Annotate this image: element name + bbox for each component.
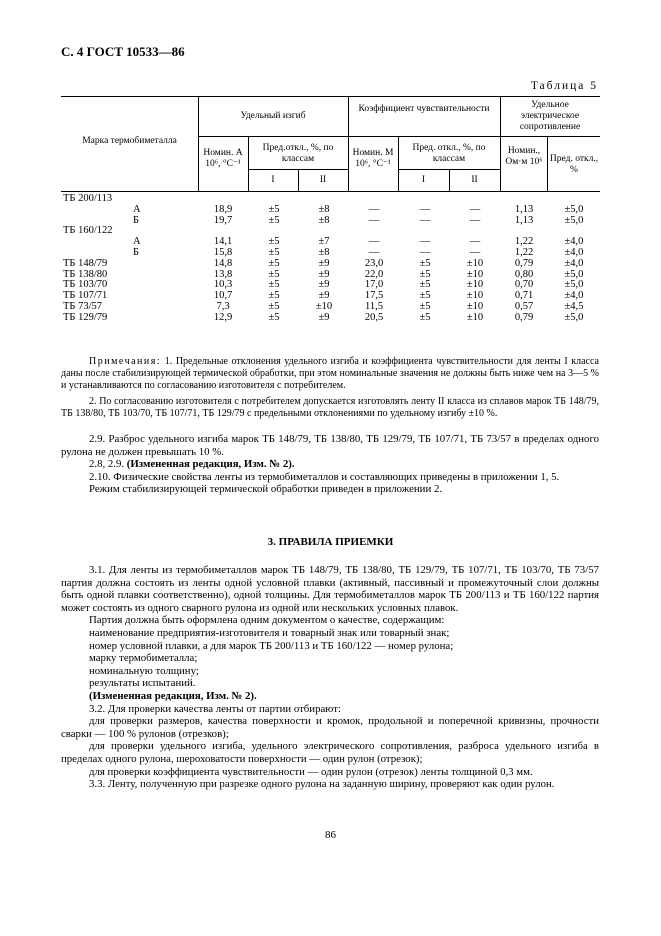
cell-k1: ±5 — [419, 290, 431, 302]
cell-i1: ±5 — [268, 290, 280, 302]
cell-i1: ±5 — [268, 257, 280, 269]
cell-rd: ±5,0 — [564, 203, 584, 215]
row-grade: ТБ 200/113 — [63, 193, 113, 204]
bend-dev-header: Пред.откл., %, по классам — [262, 143, 334, 164]
cell-rd: ±5,0 — [564, 214, 584, 226]
notes-label: Примечания: — [89, 356, 162, 367]
row-grade: ТБ 160/122 — [63, 225, 113, 237]
edit-note-2: (Измененная редакция, Изм. № 2). — [89, 689, 257, 702]
list-item: номер условной плавки, а для марок ТБ 200/113 и ТБ 160/122 — номер рулона; — [89, 639, 454, 652]
cell-m: 11,5 — [365, 300, 383, 312]
row-grade: ТБ 107/71 — [63, 290, 108, 302]
cell-i1: ±5 — [268, 214, 280, 226]
page-number: 86 — [325, 829, 336, 841]
cell-m: 17,0 — [364, 279, 384, 291]
cell-a: 19,7 — [213, 214, 233, 226]
cell-k2: — — [469, 214, 481, 226]
cell-r: 1,13 — [514, 203, 534, 215]
para-2-9: 2.9. Разброс удельного изгиба марок ТБ 148/79, ТБ 138/80, ТБ 129/79, ТБ 107/71, ТБ 73/57 в пределах одного рулона не должен превышать 10 %. — [61, 433, 599, 458]
sens-class1: I — [421, 175, 426, 185]
cell-m: — — [368, 236, 380, 248]
sens-class2: II — [471, 175, 478, 185]
cell-m: 23,0 — [364, 257, 384, 269]
cell-k1: — — [419, 236, 431, 248]
cell-i1: ±5 — [268, 311, 280, 323]
cell-i1: ±5 — [268, 236, 280, 248]
row-grade: ТБ 73/57 — [63, 300, 102, 312]
cell-a: 18,9 — [213, 203, 233, 215]
cell-i2: ±7 — [318, 236, 330, 248]
cell-k2: ±10 — [466, 268, 484, 280]
table-row — [0, 205, 661, 216]
cell-r: 0,79 — [514, 311, 534, 323]
para-doc: Партия должна быть оформлена одним документом о качестве, содержащим: — [89, 614, 445, 627]
cell-i2: ±9 — [318, 268, 330, 280]
cell-a: 14,1 — [213, 236, 233, 248]
bend-class1: I — [271, 175, 275, 185]
cell-rd: ±4,0 — [564, 236, 584, 248]
para-2-10: 2.10. Физические свойства ленты из термобиметаллов и составляющих приведены в приложении 1, 5. — [89, 470, 560, 483]
cell-k1: ±5 — [419, 279, 431, 291]
cell-m: — — [368, 246, 380, 258]
cell-m: 22,0 — [364, 268, 384, 280]
cell-a: 13,8 — [213, 268, 233, 280]
body-block-2 — [61, 564, 599, 791]
row-subgrade: Б — [133, 246, 140, 258]
row-subgrade: А — [133, 236, 141, 248]
cell-r: 0,57 — [514, 300, 534, 312]
bend-class2: II — [319, 175, 327, 185]
table-header — [61, 96, 600, 192]
cell-r: 0,71 — [514, 290, 534, 302]
cell-a: 15,8 — [213, 246, 233, 258]
list-item: для проверки размеров, качества поверхности и кромок, продольной и поперечной кривизны, прочности сварки — 100 % рулонов (отрезков); — [61, 715, 599, 740]
cell-k2: — — [469, 236, 481, 248]
cell-k2: ±10 — [466, 257, 484, 269]
cell-i2: ±9 — [318, 279, 330, 291]
list-item: номинальную толщину; — [89, 664, 199, 677]
body-block-1 — [61, 433, 599, 496]
cell-k1: — — [419, 203, 431, 215]
cell-r: 1,22 — [514, 236, 534, 248]
cell-i2: ±9 — [318, 311, 330, 323]
cell-k2: ±10 — [466, 300, 484, 312]
table-row — [0, 194, 661, 205]
cell-rd: ±4,0 — [564, 246, 584, 258]
cell-rd: ±5,0 — [564, 311, 584, 323]
cell-i2: ±8 — [318, 203, 330, 215]
para-3-3: 3.3. Ленту, полученную при разрезке одного рулона на заданную ширину, проверяют как один рулон. — [89, 778, 555, 791]
cell-k1: ±5 — [419, 257, 431, 269]
note-1: 1. Предельные отклонения удельного изгиба и коэффициента чувствительности для ленты I класса даны после стабилизирующей термической обработки, при этом номинальные значения не должны быть ниже чем на 3—5 % и устанавливаются по согласованию изготовителя с потребителем. — [61, 356, 599, 391]
cell-m: — — [368, 203, 380, 215]
section-title: 3. ПРАВИЛА ПРИЕМКИ — [267, 536, 394, 548]
table-caption: Таблица 5 — [530, 80, 598, 92]
list-item: для проверки коэффициента чувствительности — один рулон (отрезок) ленты толщиной 0,3 мм. — [89, 765, 533, 778]
cell-i1: ±5 — [268, 203, 280, 215]
para-3-1: 3.1. Для ленты из термобиметаллов марок ТБ 148/79, ТБ 138/80, ТБ 129/79, ТБ 107/71, ТБ 103/70, ТБ 73/57 партия должна состоять из ленты одной условной плавки (активный, пассивный и промежуточный слои должны быть одной плавки соответственно), одной толщины. Для термобиметаллов марок ТБ 200/113 и ТБ 160/122 партия может состоять из одного сварного рулона из одной или нескольких условных плавок. — [61, 564, 599, 614]
list-item: результаты испытаний. — [89, 677, 196, 690]
cell-a: 10,7 — [213, 290, 233, 302]
cell-r: 1,22 — [514, 246, 534, 258]
cell-r: 0,70 — [514, 279, 534, 291]
col-grade-header: Марка термобиметалла — [82, 136, 177, 146]
note-2: 2. По согласованию изготовителя с потребителем допускается изготовлять ленту II класса из сплавов марок ТБ 148/79, ТБ 138/80, ТБ 103/70, ТБ 107/71, ТБ 129/79 с предельными отклонениями по удельному изгибу ±10 %. — [61, 396, 599, 419]
col-sens-header: Коэффициент чувствительности — [358, 104, 490, 114]
cell-i2: ±9 — [318, 290, 330, 302]
cell-rd: ±5,0 — [564, 279, 584, 291]
cell-k1: — — [419, 214, 431, 226]
cell-k2: ±10 — [466, 311, 484, 323]
para-3-2: 3.2. Для проверки качества ленты от партии отбирают: — [89, 702, 341, 715]
cell-i2: ±9 — [318, 257, 330, 269]
page-header: С. 4 ГОСТ 10533—86 — [61, 44, 185, 59]
res-nom-header: Номин., Ом·м 10⁶ — [505, 146, 543, 167]
cell-i2: ±10 — [315, 300, 333, 312]
sens-nom-header: Номин. М 10⁶, °С⁻¹ — [352, 148, 394, 169]
table-row — [0, 237, 661, 248]
cell-i1: ±5 — [268, 246, 280, 258]
cell-i1: ±5 — [268, 300, 280, 312]
cell-i2: ±8 — [318, 246, 330, 258]
cell-k1: ±5 — [419, 268, 431, 280]
cell-rd: ±4,0 — [564, 257, 584, 269]
cell-rd: ±4,5 — [564, 300, 584, 312]
cell-r: 1,13 — [514, 214, 534, 226]
row-subgrade: А — [133, 203, 141, 215]
cell-k2: ±10 — [466, 279, 484, 291]
cell-rd: ±4,0 — [564, 290, 584, 302]
cell-a: 14,8 — [213, 257, 233, 269]
cell-a: 12,9 — [213, 311, 233, 323]
list-item: марку термобиметалла; — [89, 652, 198, 665]
cell-k1: ±5 — [419, 300, 431, 312]
row-grade: ТБ 148/79 — [63, 257, 108, 269]
bend-nom-header: Номин. А 10⁶, °С⁻¹ — [203, 148, 243, 169]
col-bend-header: Удельный изгиб — [240, 111, 306, 121]
cell-r: 0,79 — [514, 257, 534, 269]
table-row — [0, 259, 661, 270]
row-subgrade: Б — [133, 214, 140, 226]
para-regime: Режим стабилизирующей термической обработки приведен в приложении 2. — [89, 483, 443, 496]
cell-m: 17,5 — [364, 290, 384, 302]
edit-note-1: (Измененная редакция, Изм. № 2). — [126, 458, 295, 471]
cell-k2: ±10 — [466, 290, 484, 302]
cell-m: 20,5 — [364, 311, 384, 323]
table-row — [0, 226, 661, 237]
res-dev-header: Пред. откл., % — [549, 154, 599, 175]
col-res-header: Удельное электрическое сопротивление — [519, 100, 581, 132]
cell-k1: — — [419, 246, 431, 258]
cell-rd: ±5,0 — [564, 268, 584, 280]
row-grade: ТБ 103/70 — [63, 279, 108, 291]
cell-i1: ±5 — [268, 279, 280, 291]
cell-k2: — — [469, 246, 481, 258]
row-grade: ТБ 129/79 — [63, 311, 108, 323]
table-row — [0, 313, 661, 324]
notes — [61, 356, 599, 420]
para-2-8-ref: 2.8, 2.9. — [89, 458, 125, 471]
cell-k1: ±5 — [419, 311, 431, 323]
table-body — [0, 194, 661, 324]
cell-a: 10,3 — [213, 279, 233, 291]
cell-i1: ±5 — [268, 268, 280, 280]
row-grade: ТБ 138/80 — [63, 268, 108, 280]
sens-dev-header: Пред. откл., %, по классам — [412, 143, 486, 164]
cell-i2: ±8 — [318, 214, 330, 226]
cell-r: 0,80 — [514, 268, 534, 280]
cell-m: — — [368, 214, 380, 226]
cell-a: 7,3 — [216, 300, 230, 312]
cell-k2: — — [469, 203, 481, 215]
list-item: для проверки удельного изгиба, удельного электрического сопротивления, разброса удельного изгиба в пределах одного рулона, шероховатости поверхности — один рулон (отрезок); — [61, 740, 599, 765]
list-item: наименование предприятия-изготовителя и товарный знак или товарный знак; — [89, 626, 450, 639]
